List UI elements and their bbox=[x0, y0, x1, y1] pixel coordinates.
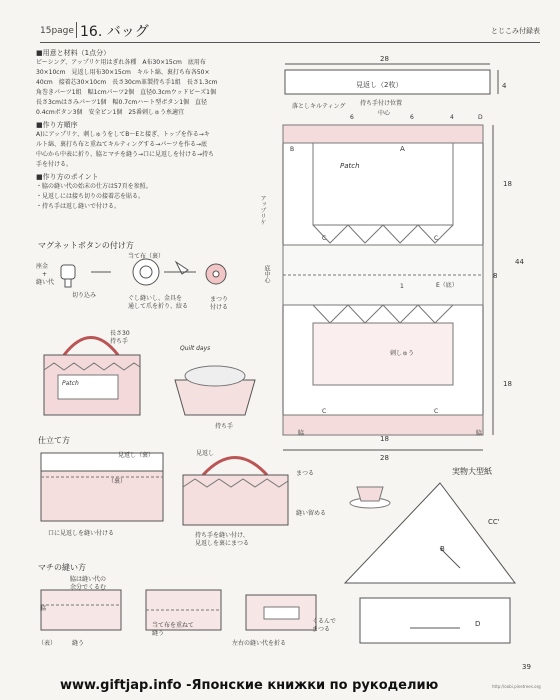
diag-label-handle-pos: 持ち手付け位置 bbox=[360, 100, 403, 107]
bag-label-handle: 長さ30 持ち手 bbox=[110, 330, 130, 345]
gusset-label-patch: 当て布を重ねて 縫う bbox=[152, 622, 194, 637]
finish-label-side: 縫い留める bbox=[296, 510, 327, 517]
footer-tiny: http://oobi.pinetrees.org bbox=[492, 684, 541, 689]
diag-letter-c2: C bbox=[434, 235, 439, 242]
pattern-tri-b: B bbox=[440, 545, 445, 553]
gusset-panel-1 bbox=[41, 590, 121, 630]
magnet-inner-circle bbox=[140, 266, 152, 278]
bag-illustration bbox=[36, 325, 156, 420]
magnet-washer-shape bbox=[61, 265, 75, 279]
header-divider bbox=[76, 22, 77, 38]
diag-num6b: 6 bbox=[410, 114, 414, 121]
diag-bottom-width1: 18 bbox=[380, 435, 389, 443]
diag-letter-b: B bbox=[290, 146, 295, 153]
diag-label-side: 脇 bbox=[298, 430, 305, 437]
magnet-label-bend: ぐし縫いし、金具を 通して爪を折り、絞る bbox=[128, 295, 189, 310]
facing-diagram bbox=[275, 50, 505, 100]
header-right-note: とじこみ付録表 bbox=[491, 27, 540, 35]
main-panel-bottom bbox=[313, 323, 453, 385]
facing-height: 4 bbox=[502, 82, 507, 90]
bag-patch-text: Patch bbox=[62, 380, 79, 387]
howto-line-3: 手を付ける。 bbox=[36, 161, 73, 168]
footer-text: www.giftjap.info -Японские книжки по рукоделию bbox=[60, 678, 439, 693]
points-heading: ■作り方のポイント bbox=[36, 173, 99, 181]
page-label: 15page bbox=[40, 26, 74, 36]
pattern-rect bbox=[360, 598, 510, 643]
finish-label-facing2: 見返し bbox=[196, 450, 215, 457]
facing-label: 見返し（2枚） bbox=[356, 81, 403, 89]
magnet-label-washer: 座金 bbox=[36, 263, 49, 270]
bag-basket-illustration bbox=[170, 350, 260, 420]
materials-line-5: 0.4cmボタン3個 安全ピン1個 25番刺しゅう糸適宜 bbox=[36, 109, 184, 116]
main-border-bottom bbox=[283, 415, 483, 435]
finish-handle bbox=[203, 458, 267, 476]
materials-heading: ■用意と材料（1点分） bbox=[36, 49, 111, 57]
magnet-label-tab: 縫い代 bbox=[36, 279, 55, 286]
diag-num6a: 6 bbox=[350, 114, 354, 121]
diag-label-quilt-fall: 落としキルティング bbox=[292, 103, 346, 110]
diag-label-bottom: 底中心 bbox=[263, 265, 270, 283]
bag-label-handle2: 持ち手 bbox=[215, 423, 234, 430]
diag-bottom-width2: 28 bbox=[380, 454, 389, 462]
diag-label-side2: 脇 bbox=[476, 430, 483, 437]
diag-letter-a: A bbox=[400, 145, 405, 153]
main-panel-a bbox=[313, 143, 453, 225]
gusset-label-left-right: 左右の縫い代を折る bbox=[232, 640, 287, 647]
magnet-label-plus: + bbox=[42, 271, 48, 278]
gusset-patch bbox=[264, 607, 299, 619]
main-bag-diagram bbox=[268, 105, 503, 465]
finish-label-back: （裏） bbox=[108, 478, 127, 485]
gusset-label-side: 脇 bbox=[40, 605, 47, 612]
howto-line-2: 中心から中表に折り、脇とマチを縫う→口に見返しを付ける→持ち bbox=[36, 151, 215, 158]
magnet-label-sew: まつり 付ける bbox=[210, 296, 229, 311]
diag-label-center: 中心 bbox=[378, 110, 391, 117]
gusset-label-wrap: くるんで まつる bbox=[312, 618, 337, 633]
diag-label-applique: アップリケ bbox=[259, 195, 266, 225]
diag-dim-44: 44 bbox=[515, 258, 524, 266]
diag-dim-18-bot: 18 bbox=[503, 380, 512, 388]
gusset-label-seam-allow: 脇は縫い代の 余分でくるむ bbox=[70, 576, 107, 591]
diag-num1: 1 bbox=[400, 283, 404, 290]
finish-label-handle-attach: 持ち手を縫い付け、 見返しを裏にまつる bbox=[195, 532, 250, 547]
materials-line-4: 長さ3cmはさみパーツ1個 幅0.7cmハート型ボタン1個 直径 bbox=[36, 99, 208, 106]
finish-label-stitch: まつる bbox=[296, 470, 315, 477]
gusset-label-surface: （表） bbox=[38, 640, 57, 647]
pattern-tri-c: CC' bbox=[488, 518, 500, 526]
teacup-illustration bbox=[345, 475, 395, 510]
gusset-label-stitch: 縫う bbox=[72, 640, 85, 647]
page-header bbox=[40, 20, 540, 43]
basket-contents bbox=[185, 366, 245, 386]
diag-letter-c4: C bbox=[434, 408, 439, 415]
magnet-heading: マグネットボタンの付け方 bbox=[38, 241, 134, 250]
finish-bag-body bbox=[41, 471, 163, 521]
diag-letter-d: D bbox=[478, 114, 483, 121]
page-number: 39 bbox=[522, 663, 531, 671]
page-title: 16. バッグ bbox=[80, 24, 149, 40]
pattern-rect-d: D bbox=[475, 620, 481, 628]
bag-quilt-text: Quilt days bbox=[180, 345, 211, 352]
materials-line-0: ピーシング、アップリケ用はぎれ各種 A布30×15cm 底用布 bbox=[36, 59, 206, 66]
points-line-1: ・見返しには接ち切りの接着芯を貼る。 bbox=[36, 193, 145, 200]
diag-label-embroidery: 刺しゅう bbox=[390, 350, 415, 357]
magnet-tab-shape bbox=[65, 279, 71, 287]
howto-heading: ■作り方順序 bbox=[36, 121, 78, 129]
magnet-gathered-center bbox=[213, 271, 219, 277]
diag-letter-c3: C bbox=[322, 408, 327, 415]
diag-letter-c1: C bbox=[322, 235, 327, 242]
diag-label-e: E（底） bbox=[436, 282, 458, 289]
diag-num4: 4 bbox=[450, 114, 454, 121]
cup bbox=[357, 487, 383, 501]
main-border-top bbox=[283, 125, 483, 143]
finish-heading: 仕立て方 bbox=[38, 436, 70, 445]
points-line-2: ・持ち手は返し縫いで付ける。 bbox=[36, 203, 121, 210]
howto-line-1: ルト綿、裏打ち布と重ねてキルティングする→パーツを作る→底 bbox=[36, 141, 208, 148]
materials-line-3: 角巻きパーツ1組 幅1cmパーツ2個 直径0.3cmウッドビーズ1個 bbox=[36, 89, 216, 96]
gusset-heading: マチの縫い方 bbox=[38, 563, 86, 572]
facing-top-width: 28 bbox=[380, 55, 389, 63]
materials-line-1: 30×10cm 見返し用布30×15cm キルト綿、裏打ち布各50× bbox=[36, 69, 210, 76]
finish-label-facing: 見返し（裏） bbox=[118, 452, 155, 459]
materials-block bbox=[36, 48, 251, 212]
diag-dim-18-top: 18 bbox=[503, 180, 512, 188]
points-line-0: ・脇の縫い代の始末の仕方は57頁を参照。 bbox=[36, 183, 152, 190]
diag-patch-text: Patch bbox=[340, 162, 360, 170]
magnet-label-cut: 切り込み bbox=[72, 292, 97, 299]
pattern-heading: 実物大型紙 bbox=[452, 467, 492, 476]
howto-line-0: A)にアップリケ、刺しゅうをしてB〜Eと接ぎ、トップを作る→キ bbox=[36, 131, 210, 138]
materials-line-2: 40cm 接着芯30×10cm 長さ30cm革製持ち手1組 長さ1.3cm bbox=[36, 79, 218, 86]
magnet-label-cloth: 当て布（裏） bbox=[128, 253, 165, 260]
diag-dim-8: 8 bbox=[493, 272, 498, 280]
finish-label-mouth: 口に見返しを縫い付ける bbox=[48, 530, 115, 537]
